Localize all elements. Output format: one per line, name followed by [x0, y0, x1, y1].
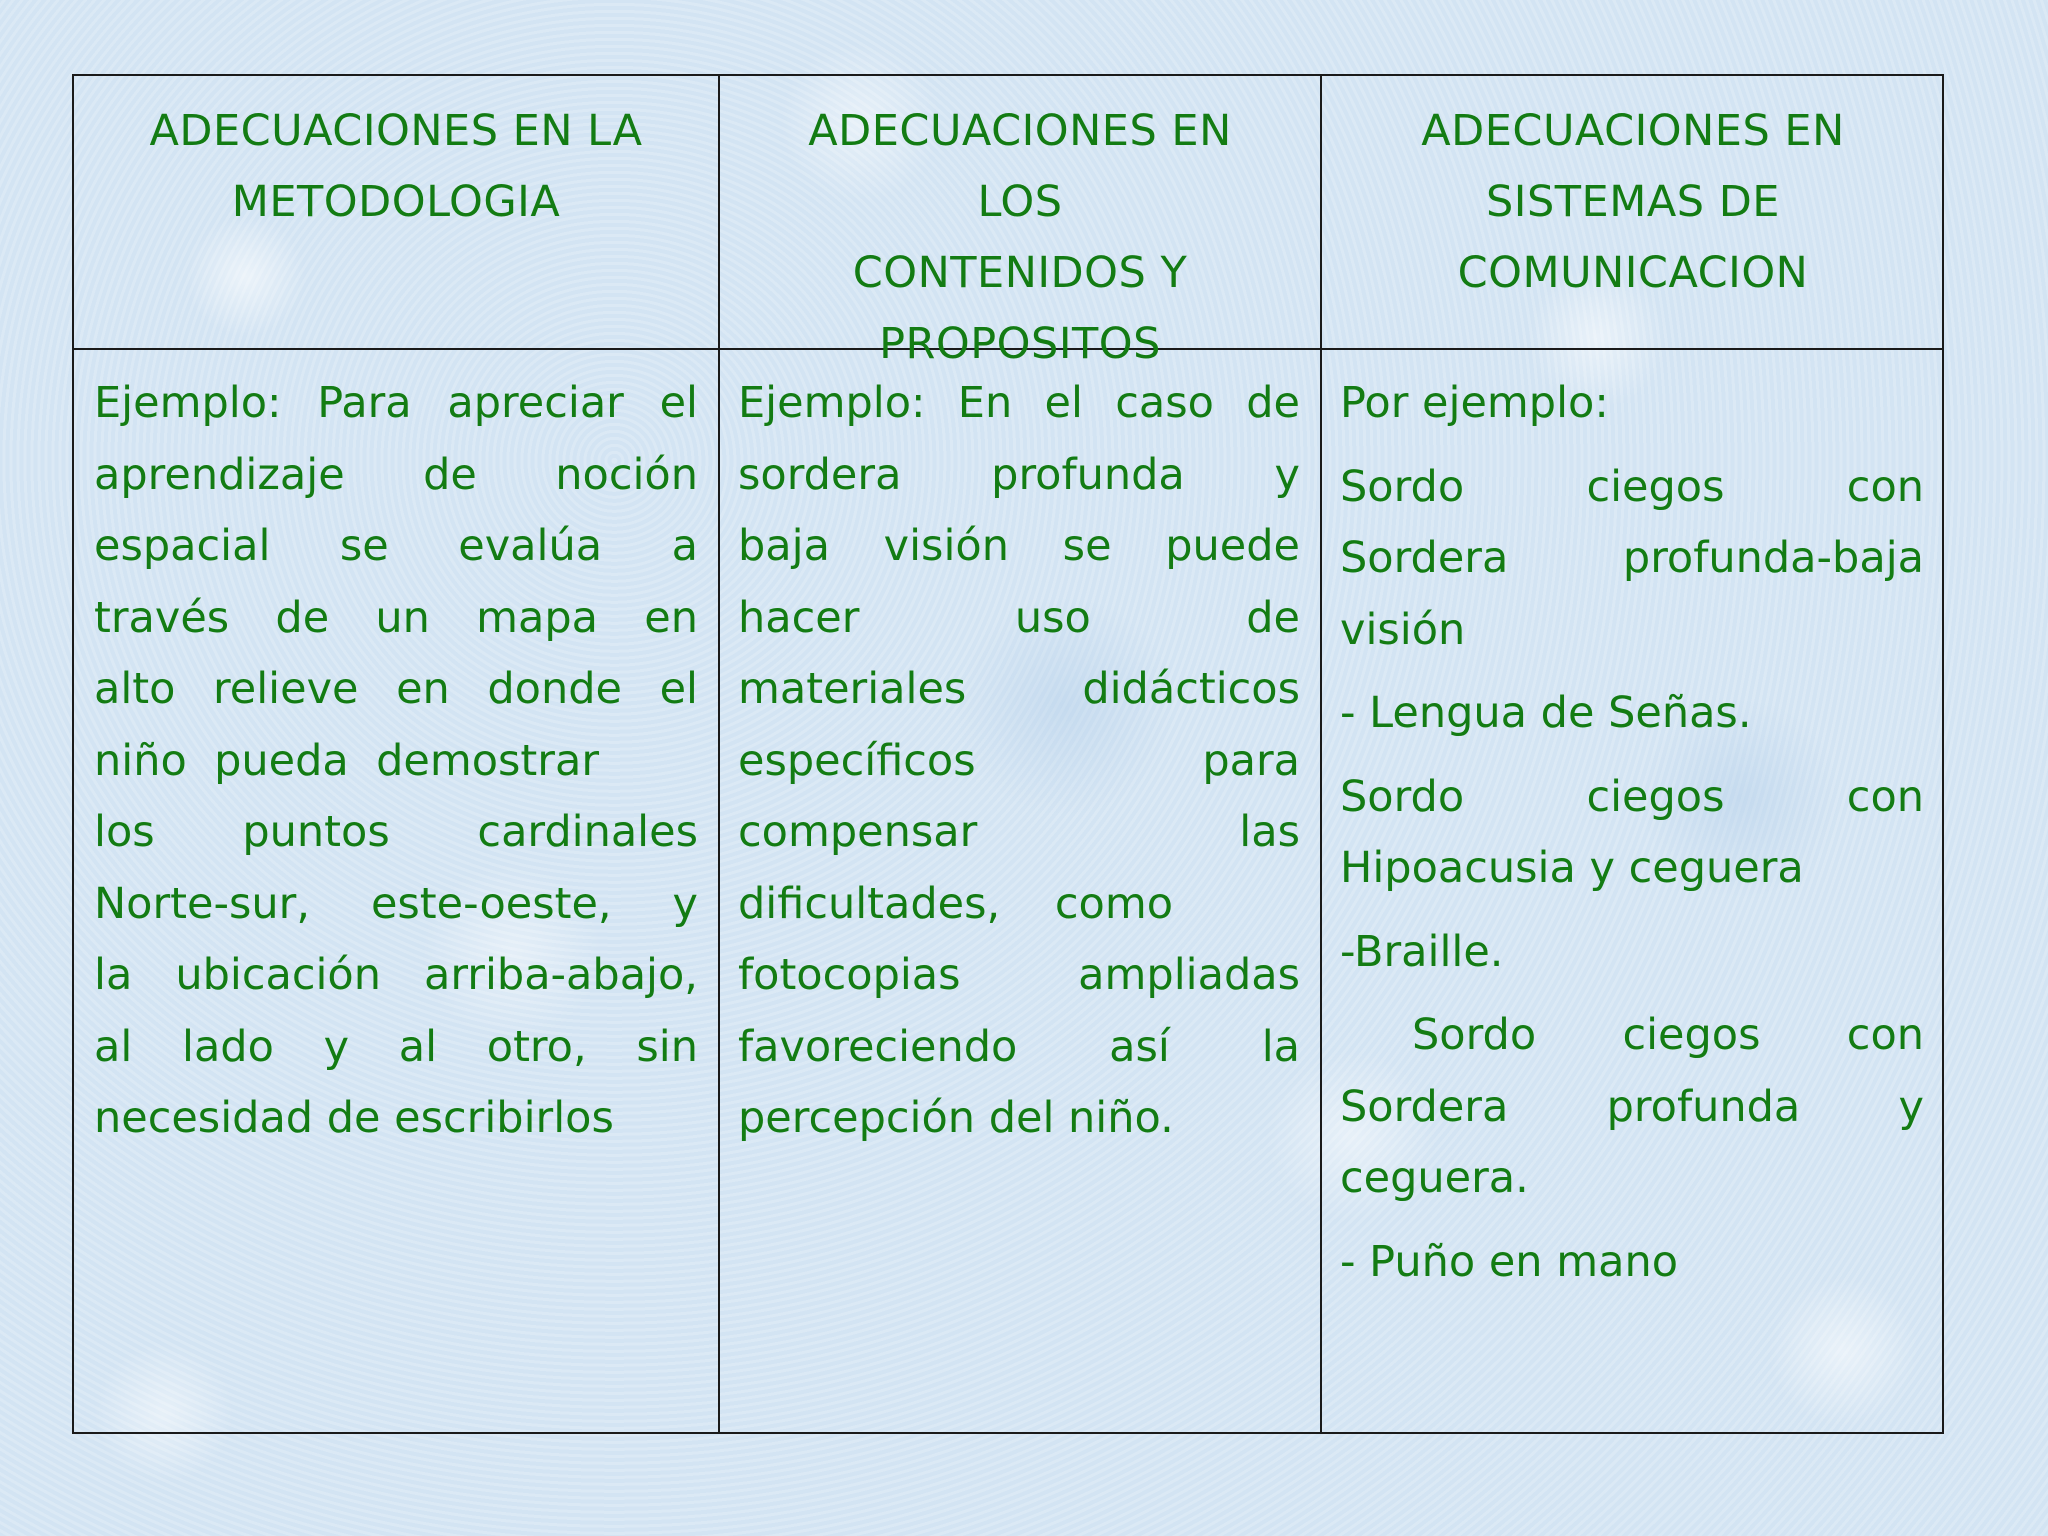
- word: de: [1246, 378, 1300, 428]
- word: el: [659, 378, 698, 428]
- word: noción: [555, 449, 698, 500]
- word: otro,: [486, 1021, 587, 1072]
- word: relieve: [213, 664, 359, 714]
- word: de: [275, 592, 330, 643]
- text-line: [94, 726, 698, 798]
- word: las: [1239, 807, 1300, 857]
- word: Sordo: [1412, 1010, 1537, 1060]
- word: ciegos: [1586, 771, 1725, 822]
- word: niño pueda demostrar: [94, 735, 599, 786]
- word: alto: [94, 664, 176, 714]
- word: un: [375, 592, 430, 643]
- word: espacial: [94, 521, 271, 571]
- word: se: [1062, 521, 1112, 571]
- word: con: [1846, 1010, 1924, 1060]
- text-line: [94, 440, 698, 512]
- word: apreciar: [447, 378, 624, 428]
- word: visión: [883, 521, 1009, 571]
- word: mapa: [476, 592, 599, 643]
- word: con: [1846, 461, 1924, 512]
- word: para: [1202, 735, 1300, 786]
- word: Hipoacusia y ceguera: [1340, 843, 1804, 893]
- header-metodologia: ADECUACIONES EN LA METODOLOGIA: [149, 106, 643, 227]
- text-line: [738, 797, 1300, 869]
- word: lado: [182, 1021, 274, 1072]
- word: profunda-baja: [1622, 533, 1924, 583]
- word: Norte-sur,: [94, 878, 310, 929]
- text-line: [738, 869, 1300, 941]
- word: donde: [487, 664, 622, 714]
- word: con: [1846, 771, 1924, 822]
- word: materiales: [738, 664, 967, 714]
- header-contenidos: ADECUACIONES EN LOS CONTENIDOS Y PROPOSITOS: [808, 106, 1232, 369]
- text-line: [1340, 1143, 1924, 1215]
- word: En: [957, 378, 1013, 428]
- word: Sordo: [1340, 461, 1465, 512]
- text-group: [1340, 1000, 1924, 1215]
- text-line: [1340, 1072, 1924, 1144]
- word: baja: [738, 521, 830, 571]
- text-group: [1340, 762, 1924, 905]
- header-comunicacion: ADECUACIONES EN SISTEMAS DE COMUNICACION: [1421, 106, 1845, 298]
- text-group: [1340, 452, 1924, 667]
- text-line: [1340, 1000, 1924, 1072]
- text-line: [94, 940, 698, 1012]
- word: y: [672, 878, 698, 929]
- word: sordera: [738, 449, 902, 500]
- text-line: Por ejemplo:: [1340, 378, 1609, 428]
- text-line: [738, 583, 1300, 655]
- text-line: [94, 869, 698, 941]
- text-line: [94, 1083, 698, 1155]
- word: ubicación: [175, 950, 381, 1000]
- text-line: [1340, 595, 1924, 667]
- word: al: [94, 1021, 133, 1072]
- word: ampliadas: [1078, 950, 1300, 1000]
- word: Sordo: [1340, 771, 1465, 822]
- word: y: [323, 1021, 350, 1072]
- text-line: [94, 583, 698, 655]
- word: así: [1109, 1021, 1170, 1072]
- word: profunda: [1606, 1081, 1801, 1132]
- word: dificultades, como: [738, 878, 1174, 929]
- word: la: [1261, 1021, 1300, 1072]
- text-line: [94, 368, 698, 440]
- word: en: [396, 664, 450, 714]
- text-line: [738, 654, 1300, 726]
- word: percepción del niño.: [738, 1093, 1174, 1143]
- word: ciegos: [1622, 1010, 1761, 1060]
- word: de: [423, 449, 477, 500]
- text-line: [738, 726, 1300, 798]
- word: al: [398, 1021, 438, 1072]
- word: puede: [1165, 521, 1300, 571]
- text-line: [94, 511, 698, 583]
- word: didácticos: [1082, 664, 1300, 714]
- word: los: [94, 807, 155, 857]
- word: cardinales: [477, 807, 698, 857]
- word: favoreciendo: [738, 1021, 1018, 1072]
- text-line: [738, 1083, 1300, 1155]
- word: Ejemplo:: [738, 378, 926, 428]
- word: evalúa: [458, 521, 603, 571]
- text-line: [1340, 762, 1924, 834]
- word: de: [1246, 592, 1300, 643]
- word: Ejemplo:: [94, 378, 282, 428]
- word: sin: [636, 1021, 698, 1072]
- word: hacer: [738, 592, 860, 643]
- word: y: [1274, 449, 1300, 500]
- word: profunda: [991, 449, 1185, 500]
- word: específicos: [738, 735, 976, 786]
- word: el: [1044, 378, 1083, 428]
- word: aprendizaje: [94, 449, 345, 500]
- text-line: [94, 797, 698, 869]
- cell-contenidos: [738, 368, 1300, 1155]
- cell-metodologia: [94, 368, 698, 1155]
- word: fotocopias: [738, 950, 961, 1000]
- word: este-oeste,: [370, 878, 612, 929]
- text-line: [738, 1012, 1300, 1084]
- word: puntos: [242, 807, 390, 857]
- word: ciegos: [1586, 461, 1725, 512]
- word: compensar: [738, 807, 978, 857]
- word: Sordera: [1340, 533, 1509, 583]
- text-line: [738, 940, 1300, 1012]
- word: Para: [317, 378, 412, 428]
- text-line: [1340, 523, 1924, 595]
- word: se: [339, 521, 389, 571]
- text-line: [94, 1012, 698, 1084]
- word: el: [659, 664, 698, 714]
- text-line: [738, 440, 1300, 512]
- comparison-table: [72, 74, 1944, 1434]
- text-line: - Puño en mano: [1340, 1236, 1679, 1287]
- word: Sordera: [1340, 1081, 1509, 1132]
- word: a: [671, 521, 698, 571]
- text-line: [738, 511, 1300, 583]
- cell-comunicacion: [1340, 368, 1924, 1310]
- text-line: [1340, 833, 1924, 905]
- word: ceguera.: [1340, 1153, 1529, 1203]
- text-line: -Braille.: [1340, 926, 1504, 977]
- text-line: [738, 368, 1300, 440]
- word: través: [94, 592, 230, 643]
- word: uso: [1014, 592, 1091, 643]
- word: y: [1898, 1081, 1924, 1132]
- text-line: [1340, 452, 1924, 524]
- word: caso: [1115, 378, 1214, 428]
- word: arriba-abajo,: [424, 950, 698, 1000]
- text-line: [94, 654, 698, 726]
- word: visión: [1340, 604, 1466, 655]
- word: en: [644, 592, 698, 643]
- word: la: [94, 950, 133, 1000]
- word: necesidad de escribirlos: [94, 1093, 614, 1143]
- text-line: - Lengua de Señas.: [1340, 688, 1752, 738]
